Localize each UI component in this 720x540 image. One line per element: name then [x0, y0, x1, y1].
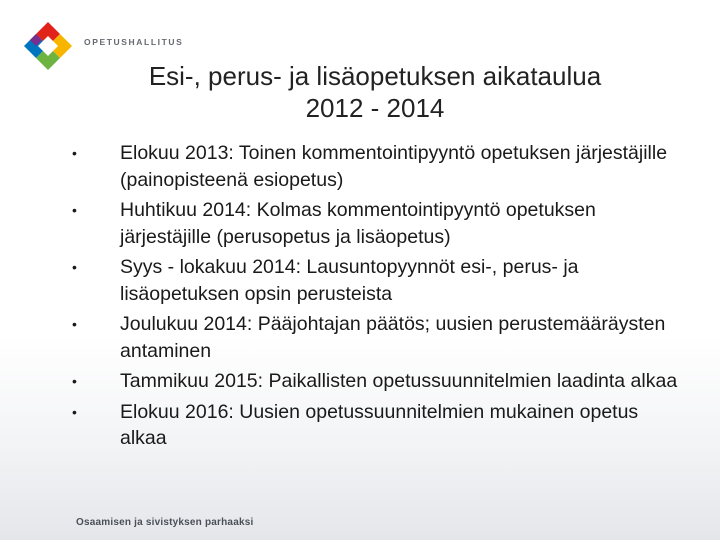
opetushallitus-logo-icon [22, 20, 74, 72]
bullet-dot: • [72, 202, 77, 218]
slide-title-line-1: Esi-, perus- ja lisäopetuksen aikataulua [148, 61, 602, 91]
bullet-text: Tammikuu 2015: Paikallisten opetussuunnitelmien laadinta alkaa [120, 370, 678, 392]
slide-title [70, 60, 680, 124]
bullet-text: Elokuu 2016: Uusien opetussuunnitelmien mukainen opetus alkaa [120, 400, 639, 449]
bullet-text: Elokuu 2013: Toinen kommentointipyyntö opetuksen järjestäjille (painopisteenä esiopetus) [120, 142, 668, 191]
bullet-item [60, 254, 680, 307]
timeline-bullet-list [60, 140, 680, 456]
bullet-dot: • [72, 145, 77, 161]
bullet-dot: • [72, 373, 77, 389]
bullet-item [60, 197, 680, 250]
bullet-text: Syys - lokakuu 2014: Lausuntopyynnöt esi-, perus- ja lisäopetuksen opsin perusteista [120, 256, 579, 305]
bullet-dot: • [72, 316, 77, 332]
bullet-item [60, 140, 680, 193]
bullet-item [60, 399, 680, 452]
bullet-item [60, 311, 680, 364]
footer-tagline: Osaamisen ja sivistyksen parhaaksi [76, 517, 254, 528]
slide-title-line-2: 2012 - 2014 [305, 93, 445, 123]
bullet-text: Joulukuu 2014: Pääjohtajan päätös; uusien perustemääräysten antaminen [120, 313, 666, 362]
bullet-dot: • [72, 259, 77, 275]
bullet-text: Huhtikuu 2014: Kolmas kommentointipyyntö opetuksen järjestäjille (perusopetus ja lisäopetus) [120, 199, 596, 248]
bullet-item [60, 368, 680, 395]
bullet-dot: • [72, 403, 77, 420]
organization-name: OPETUSHALLITUS [84, 37, 184, 47]
